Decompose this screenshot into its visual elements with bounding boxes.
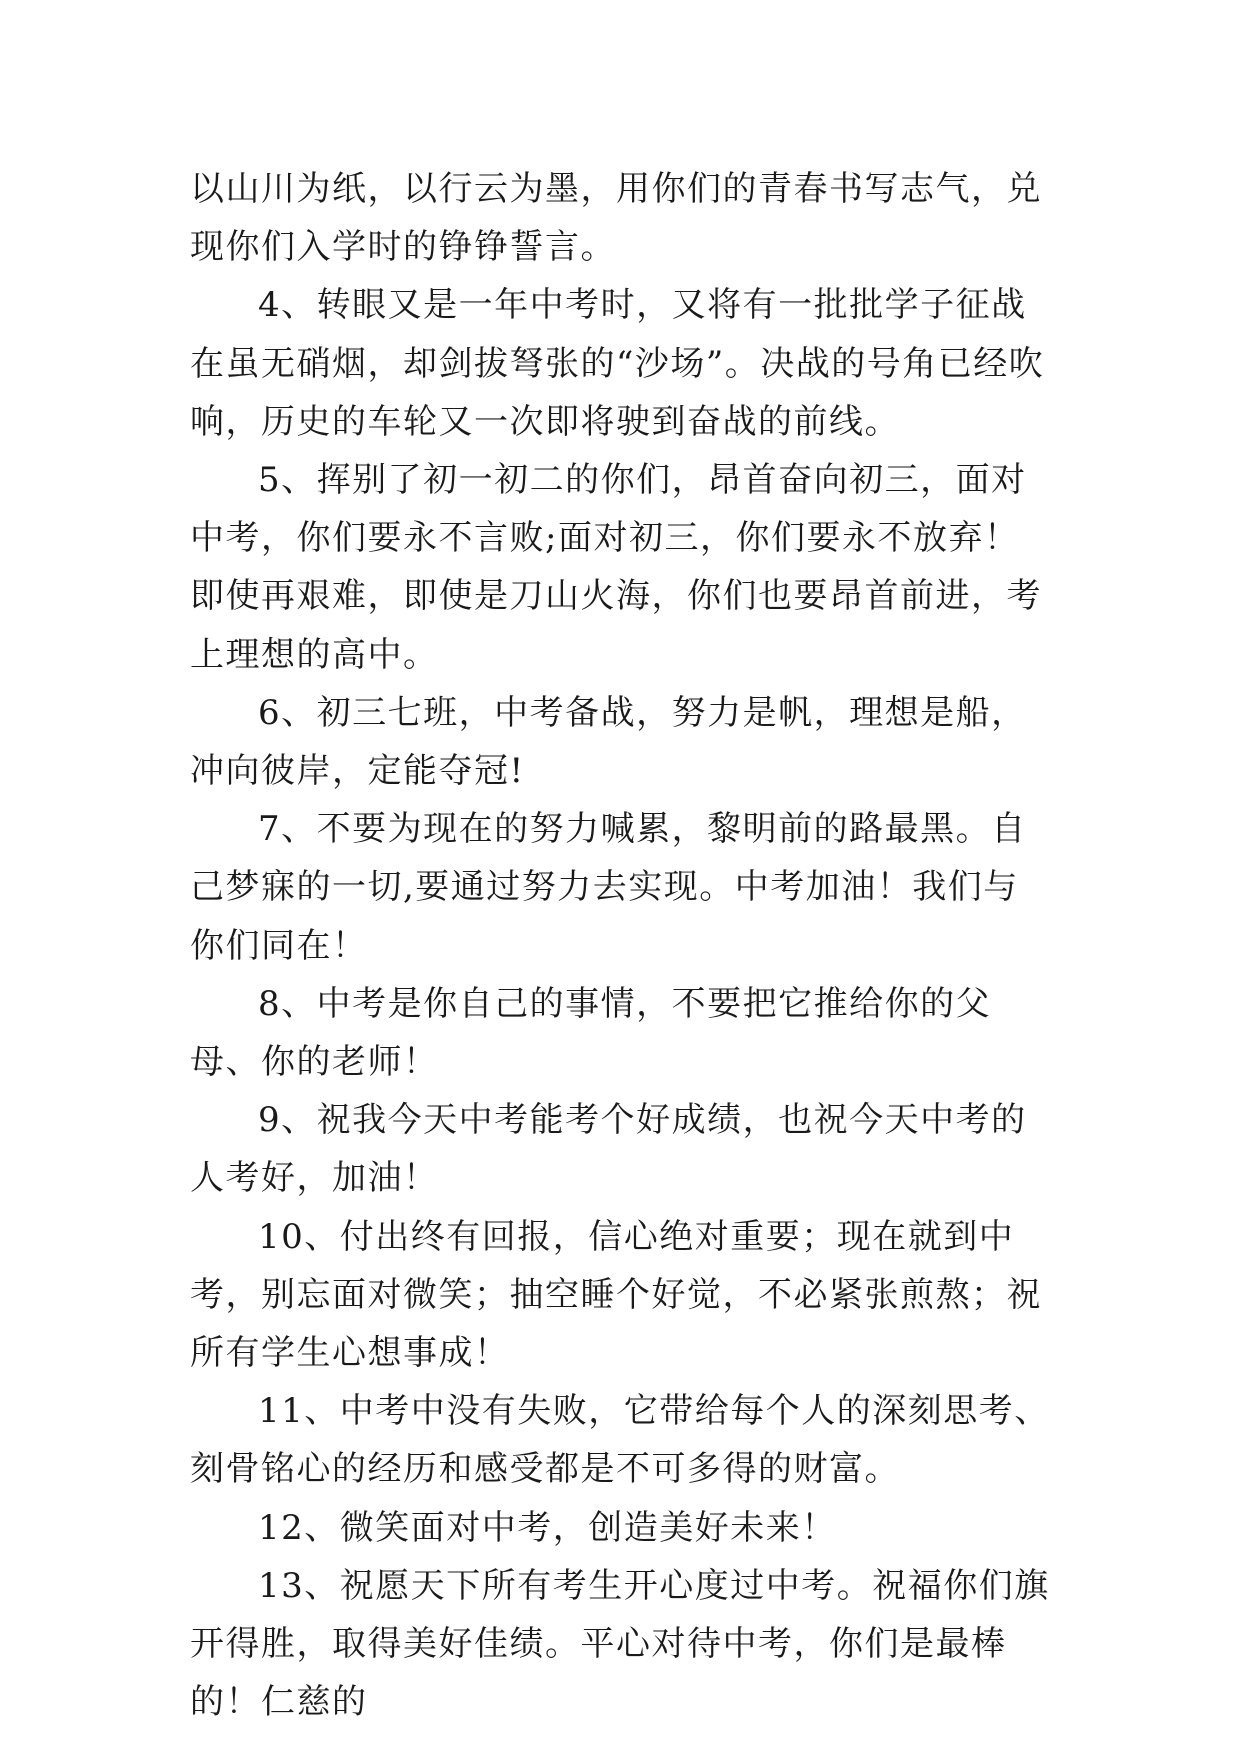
paragraph-item-7: 7、不要为现在的努力喊累，黎明前的路最黑。自己梦寐的一切,要通过努力去实现。中考加油！我们与你们同在！ [190,809,1027,966]
paragraph-item-9: 9、祝我今天中考能考个好成绩，也祝今天中考的人考好，加油！ [190,1100,1027,1199]
paragraph-item-12: 12、微笑面对中考，创造美好未来！ [258,1507,837,1548]
paragraph-item-4: 4、转眼又是一年中考时，又将有一批批学子征战在虽无硝烟，却剑拔弩张的“沙场”。决战的号角已经吹响，历史的车轮又一次即将驶到奋战的前线。 [190,285,1045,442]
paragraph-item-10: 10、付出终有回报，信心绝对重要；现在就到中考，别忘面对微笑；抽空睡个好觉，不必紧张煎熬；祝所有学生心想事成！ [190,1216,1042,1374]
paragraph-continuation: 以山川为纸，以行云为墨，用你们的青春书写志气，兑现你们入学时的铮铮誓言。 [190,169,1042,268]
paragraph-item-5: 5、挥别了初一初二的你们，昂首奋向初三，面对中考，你们要永不言败;面对初三，你们要永不放弃！即使再艰难，即使是刀山火海，你们也要昂首前进，考上理想的高中。 [190,460,1042,675]
paragraph-item-13: 13、祝愿天下所有考生开心度过中考。祝福你们旗开得胜，取得美好佳绩。平心对待中考，你们是最棒的！仁慈的 [190,1565,1050,1723]
body-text [190,160,1052,1731]
paragraph-item-8: 8、中考是你自己的事情，不要把它推给你的父母、你的老师！ [190,983,992,1083]
paragraph-item-6: 6、初三七班，中考备战，努力是帆，理想是船，冲向彼岸，定能夺冠! [190,692,1027,792]
paragraph-item-11: 11、中考中没有失败，它带给每个人的深刻思考、刻骨铭心的经历和感受都是不可多得的财富。 [190,1391,1050,1490]
